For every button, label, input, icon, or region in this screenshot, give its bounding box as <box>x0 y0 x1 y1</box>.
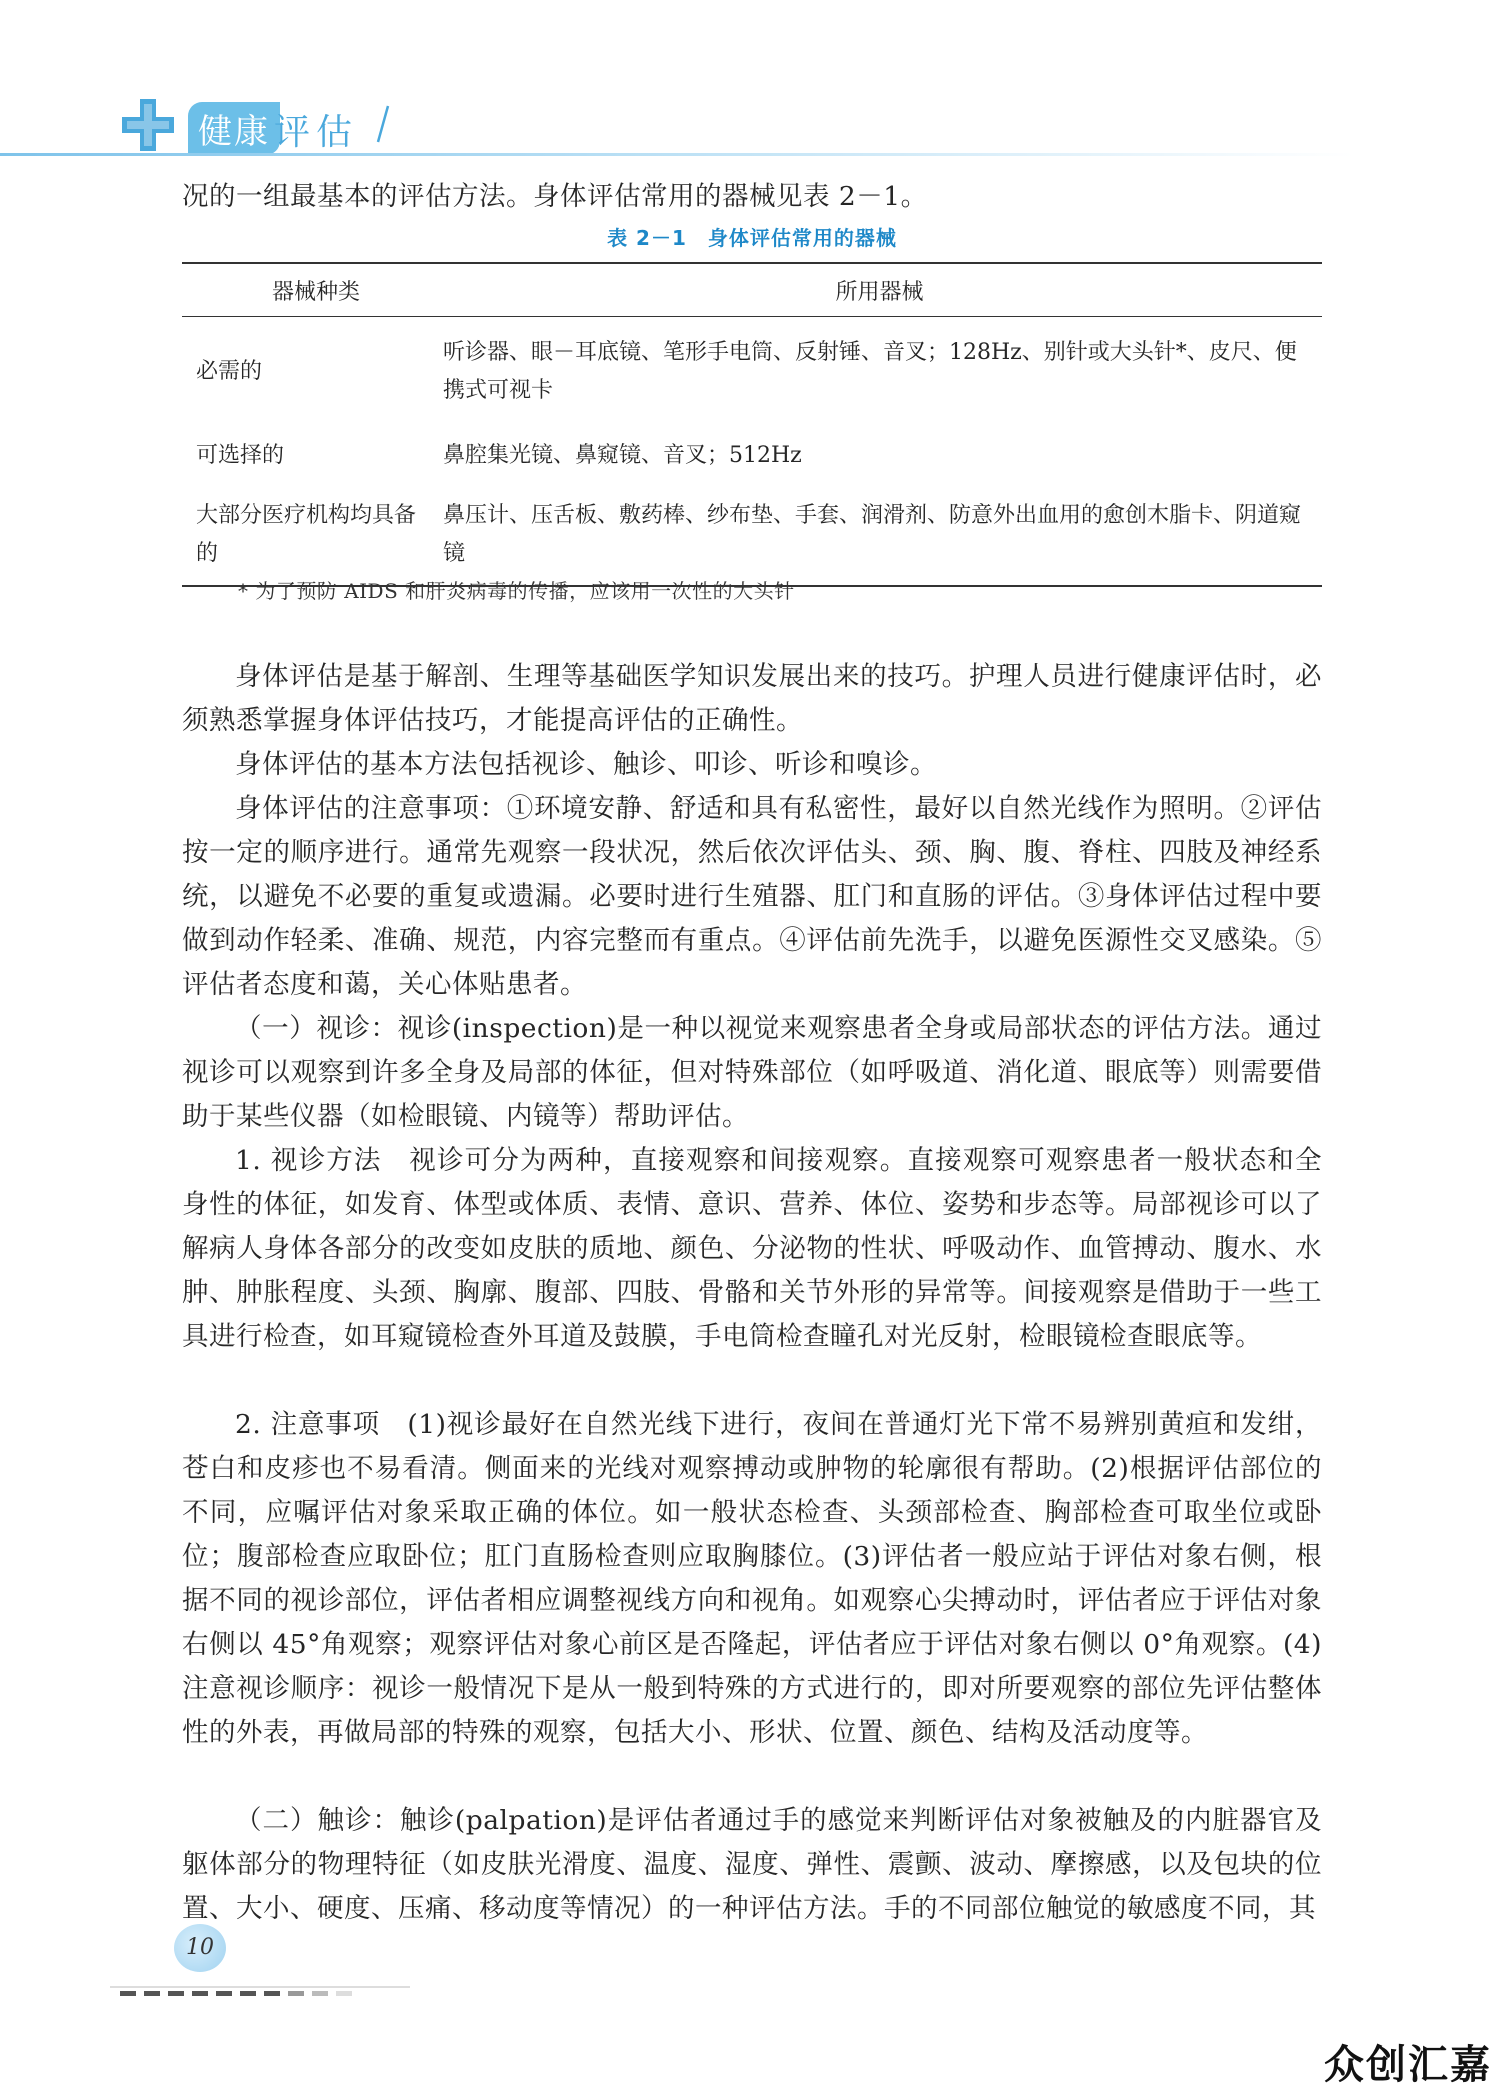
table-cell-category: 可选择的 <box>196 443 285 468</box>
health-cross-icon <box>118 95 178 155</box>
table-cell-items: 鼻压计、压舌板、敷药棒、纱布垫、手套、润滑剂、防意外出血用的愈创木脂卡、阴道窥镜 <box>443 503 1302 566</box>
header-title-part2: 评估 <box>274 112 359 153</box>
paragraph-body: 身体评估的注意事项：①环境安静、舒适和具有私密性，最好以自然光线作为照明。②评估按一定的顺序进行。通常先观察一段状况，然后依次评估头、颈、胸、腹、脊柱、四肢及神经系统，以避免不必要的重复或遗漏。必要时进行生殖器、肛门和直肠的评估。③身体评估过程中要做到动作轻柔、准确、规范，内容完整而有重点。④评估前先洗手，以避免医源性交叉感染。⑤评估者态度和蔼，关心体贴患者。 <box>182 793 1322 1000</box>
table-row <box>182 427 1322 485</box>
table-header-items: 所用器械 <box>437 263 1322 317</box>
paragraph-body: 1. 视诊方法 视诊可分为两种，直接观察和间接观察。直接观察可观察患者一般状态和全身性的体征，如发育、体型或体质、表情、意识、营养、体位、姿势和步态等。局部视诊可以了解病人身体各部分的改变如皮肤的质地、颜色、分泌物的性状、呼吸动作、血管搏动、腹水、水肿、肿胀程度、头颈、胸廓、腹部、四肢、骨骼和关节外形的异常等。间接观察是借助于一些工具进行检查，如耳窥镜检查外耳道及鼓膜，手电筒检查瞳孔对光反射，检眼镜检查眼底等。 <box>182 1145 1322 1352</box>
table-caption: 表 2－1 身体评估常用的器械 <box>607 226 897 250</box>
paragraph-body: （一）视诊：视诊(inspection)是一种以视觉来观察患者全身或局部状态的评估方法。通过视诊可以观察到许多全身及局部的体征，但对特殊部位（如呼吸道、消化道、眼底等）则需要借助于某些仪器（如检眼镜、内镜等）帮助评估。 <box>182 1013 1322 1132</box>
header-rule <box>0 153 1504 156</box>
table-cell-category: 必需的 <box>196 359 263 384</box>
paragraph-body: （二）触诊：触诊(palpation)是评估者通过手的感觉来判断评估对象被触及的内脏器官及躯体部分的物理特征（如皮肤光滑度、温度、湿度、弹性、震颤、波动、摩擦感，以及包块的位置、大小、硬度、压痛、移动度等情况）的一种评估方法。手的不同部位触觉的敏感度不同，其 <box>182 1805 1322 1924</box>
page-number: 10 <box>174 1924 226 1972</box>
table-cell-items: 听诊器、眼－耳底镜、笔形手电筒、反射锤、音叉；128Hz、别针或大头针*、皮尺、便携式可视卡 <box>443 340 1297 403</box>
intro-line: 况的一组最基本的评估方法。身体评估常用的器械见表 2－1。 <box>182 181 928 212</box>
table-cell-items: 鼻腔集光镜、鼻窥镜、音叉；512Hz <box>443 443 802 468</box>
table-footnote: * 为了预防 AIDS 和肝炎病毒的传播，应该用一次性的大头针 <box>238 579 795 603</box>
table-header-category: 器械种类 <box>182 263 437 317</box>
equipment-table <box>182 262 1322 587</box>
table-row <box>182 317 1322 428</box>
table-header-row <box>182 263 1322 317</box>
watermark: 众创汇嘉 <box>1324 2042 1492 2088</box>
paragraph-body: 身体评估的基本方法包括视诊、触诊、叩诊、听诊和嗅诊。 <box>235 749 937 780</box>
header-title-part1: 健康 <box>188 102 280 155</box>
table-row <box>182 485 1322 586</box>
footer-dash-decoration <box>110 1984 410 1998</box>
paragraph-body: 2. 注意事项 (1)视诊最好在自然光线下进行，夜间在普通灯光下常不易辨别黄疸和发绀，苍白和皮疹也不易看清。侧面来的光线对观察搏动或肿物的轮廓很有帮助。(2)根据评估部位的不同，应嘱评估对象采取正确的体位。如一般状态检查、头颈部检查、胸部检查可取坐位或卧位；腹部检查应取卧位；肛门直肠检查则应取胸膝位。(3)评估者一般应站于评估对象右侧，根据不同的视诊部位，评估者相应调整视线方向和视角。如观察心尖搏动时，评估者应于评估对象右侧以 45°角观察；观察评估对象心前区是否隆起，评估者应于评估对象右侧以 0°角观察。(4)注意视诊顺序：视诊一般情况下是从一般到特殊的方式进行的，即对所要观察的部位先评估整体性的外表，再做局部的特殊的观察，包括大小、形状、位置、颜色、结构及活动度等。 <box>182 1409 1322 1748</box>
header-slash-decoration <box>376 104 390 144</box>
paragraph-body: 身体评估是基于解剖、生理等基础医学知识发展出来的技巧。护理人员进行健康评估时，必须熟悉掌握身体评估技巧，才能提高评估的正确性。 <box>182 661 1322 736</box>
table-cell-category: 大部分医疗机构均具备的 <box>196 503 417 566</box>
